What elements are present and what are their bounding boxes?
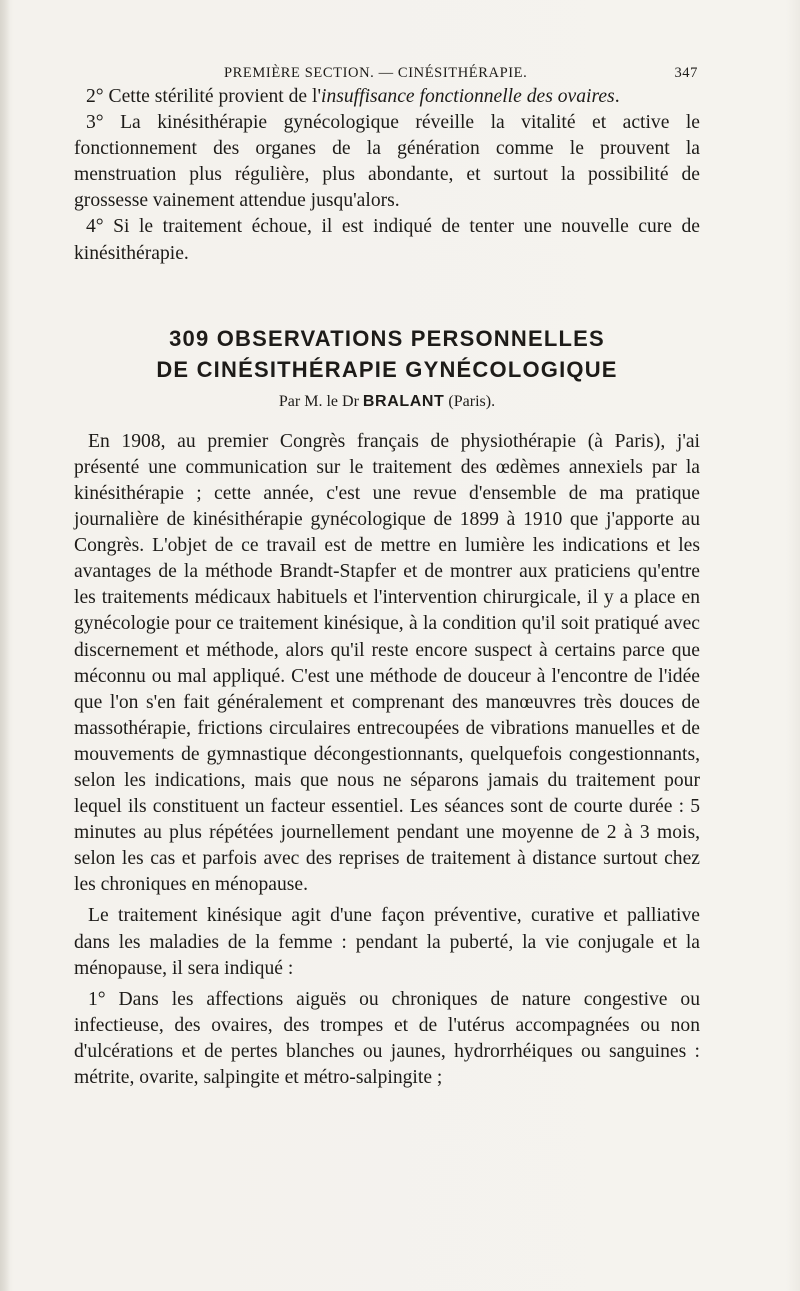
article-title-line-1: 309 OBSERVATIONS PERSONNELLES: [169, 325, 605, 351]
body-paragraph: 1° Dans les affections aiguës ou chroniques de nature congestive ou infectieuse, des ovaires, des trompes et de l'utérus accompagnées ou non d'ulcérations et de pertes blanches ou jaunes, hydrorrhéiques ou sanguines : métrite, ovarite, salpingite et métro-salpingite ;: [74, 988, 700, 1088]
byline-prefix: Par M. le Dr: [278, 392, 363, 410]
body-paragraph: Le traitement kinésique agit d'une façon préventive, curative et palliative dans les maladies de la femme : pendant la puberté, la vie conjugale et la ménopause, il sera indiqué :: [74, 905, 700, 979]
point-2-paragraph: [74, 84, 700, 110]
article-byline: [74, 389, 700, 415]
point-2-text-end: .: [614, 86, 620, 107]
point-2-text-start: 2° Cette stérilité provient de l': [86, 86, 322, 107]
document-page: [74, 54, 700, 1091]
byline-author: BRALANT: [362, 392, 445, 410]
body-paragraph: En 1908, au premier Congrès français de physiothérapie (à Paris), j'ai présenté une communication sur le traitement des œdèmes annexiels par la kinésithérapie ; cette année, c'est une revue d'ensemble de ma pratique journalière de kinésithérapie gynécologique de 1899 à 1910 que j'apporte au Congrès. L'objet de ce travail est de mettre en lumière les indications et les avantages de la méthode Brandt-Stapfer et de montrer aux praticiens qu'entre les traitements médicaux habituels et l'intervention chirurgicale, il y a place en gynécologie pour ce traitement kinésique, à la condition qu'il soit pratiqué avec discernement et méthode, alors qu'il reste encore suspect à certains parce que méconnu ou mal appliqué. C'est une méthode de douceur à l'encontre de l'idée que l'on s'en fait généralement et comprenant des manœuvres très douces de massothérapie, frictions circulaires entrecoupées de vibrations manuelles et de mouvements de gymnastique décongestionnants, quelquefois congestionnants, selon les indications, mais que nous ne séparons jamais du traitement pour lequel ils constituent un facteur essentiel. Les séances sont de courte durée : 5 minutes au plus répétées journellement pendant une moyenne de 2 à 3 mois, selon les cas et parfois avec des reprises de traitement à distance surtout chez les chroniques en ménopause.: [74, 430, 700, 896]
byline-suffix: (Paris).: [444, 392, 496, 410]
page-gutter-shadow: [0, 0, 10, 1291]
article-title-line-2: DE CINÉSITHÉRAPIE GYNÉCOLOGIQUE: [156, 356, 618, 382]
article-title: [74, 323, 700, 385]
page-number: 347: [674, 65, 698, 81]
point-3-paragraph: 3° La kinésithérapie gynécologique réveille la vitalité et active le fonctionnement des organes de la génération comme le prouvent la menstruation plus régulière, plus abondante, et surtout la possibilité de grossesse vainement attendue jusqu'alors.: [74, 112, 700, 212]
article-body: [74, 429, 700, 1091]
running-header: [74, 54, 700, 84]
running-header-title: PREMIÈRE SECTION. — CINÉSITHÉRAPIE.: [224, 65, 528, 81]
point-2-italic-text: insuffisance fonctionnelle des ovaires: [321, 86, 615, 107]
intro-section: [74, 84, 700, 267]
point-4-paragraph: 4° Si le traitement échoue, il est indiqué de tenter une nouvelle cure de kinésithérapie.: [74, 216, 700, 264]
